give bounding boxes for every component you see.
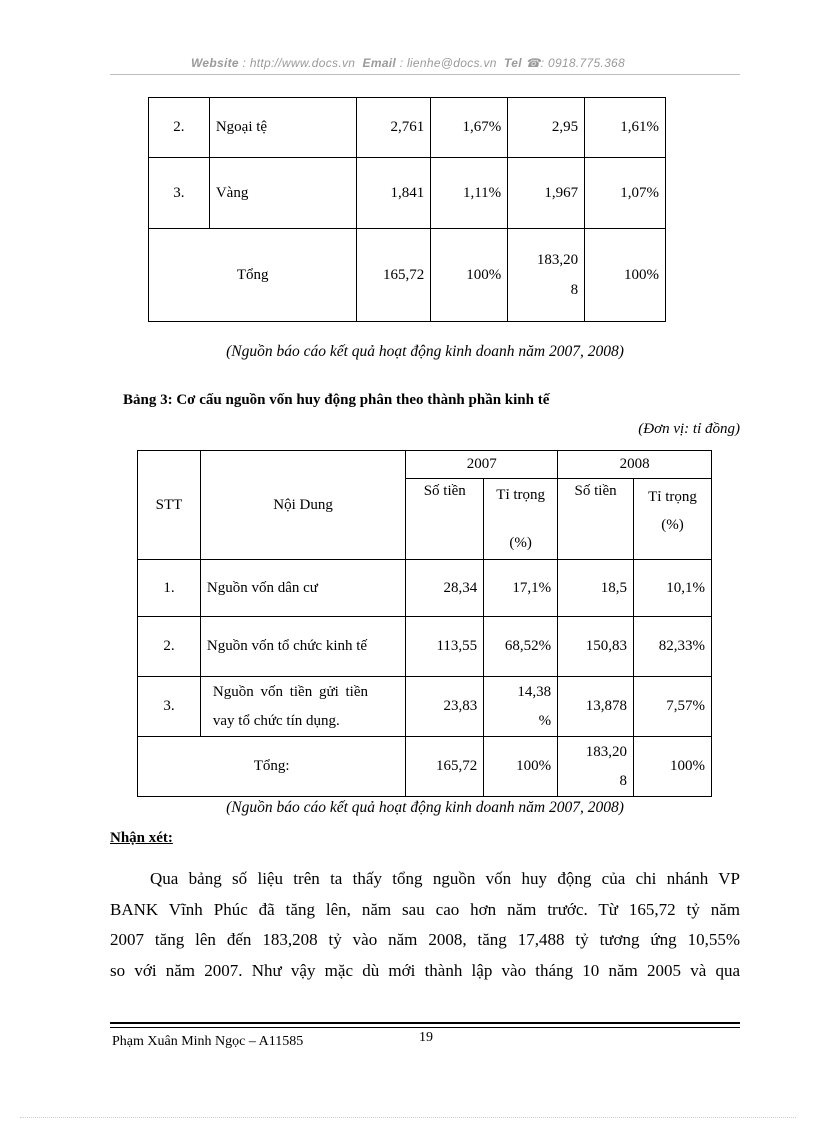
header-amount-2007: Số tiền bbox=[406, 479, 484, 560]
remark-title: Nhận xét: bbox=[110, 830, 173, 846]
cell-stt: 2. bbox=[149, 98, 210, 158]
paragraph-line-4: so với năm 2007. Như vậy mặc dù mới thành lập vào tháng 10 năm 2005 và qua bbox=[110, 960, 740, 980]
footer-rule-thin bbox=[110, 1027, 740, 1028]
content-line-1: Nguồn vốn tiền gửi tiền bbox=[212, 683, 369, 700]
cell-ratio-2008: 82,33% bbox=[634, 617, 712, 677]
cell-value-2007: 113,55 bbox=[406, 617, 484, 677]
cell-total-ratio-2008: 100% bbox=[634, 737, 712, 797]
cell-ratio-2007 bbox=[484, 677, 558, 737]
cell-value-2007: 2,761 bbox=[357, 98, 431, 158]
table-row bbox=[149, 158, 666, 229]
ratio-unit: (%) bbox=[509, 535, 532, 551]
cell-ratio-2008: 10,1% bbox=[634, 560, 712, 617]
cell-ratio-2008: 1,07% bbox=[585, 158, 666, 229]
cell-ratio-2007: 1,11% bbox=[431, 158, 508, 229]
footer-rule-thick bbox=[110, 1022, 740, 1024]
cell-total-ratio-2007: 100% bbox=[431, 229, 508, 322]
total-2008-part2: 8 bbox=[619, 772, 628, 789]
paragraph-line-3: 2007 tăng lên đến 183,208 tỷ vào năm 2008, tăng 17,488 tỷ tương ứng 10,55% bbox=[110, 930, 740, 949]
cell-total-label: Tổng: bbox=[138, 737, 406, 797]
paragraph-line-1: Qua bảng số liệu trên ta thấy tổng nguồn vốn huy động của chi nhánh VP bbox=[150, 869, 740, 888]
phone-icon: ☎ bbox=[525, 56, 541, 70]
cell-content: Vàng bbox=[209, 158, 357, 229]
website-value: : http://www.docs.vn bbox=[242, 56, 356, 70]
header-stt: STT bbox=[138, 451, 201, 560]
cell-value-2008: 18,5 bbox=[558, 560, 634, 617]
page-number: 19 bbox=[419, 1030, 433, 1045]
cell-stt: 2. bbox=[138, 617, 201, 677]
cell-value-2007: 1,841 bbox=[357, 158, 431, 229]
cell-total-2007: 165,72 bbox=[357, 229, 431, 322]
total-2008-part1: 183,20 bbox=[536, 252, 579, 268]
cell-total-label: Tổng bbox=[149, 229, 357, 322]
cell-content: Nguồn vốn tổ chức kinh tế bbox=[200, 617, 405, 677]
cell-ratio-2008: 7,57% bbox=[634, 677, 712, 737]
cell-total-ratio-2007: 100% bbox=[484, 737, 558, 797]
cell-stt: 3. bbox=[138, 677, 201, 737]
cell-stt: 1. bbox=[138, 560, 201, 617]
table-row bbox=[138, 617, 712, 677]
cell-ratio-2007: 17,1% bbox=[484, 560, 558, 617]
cell-content bbox=[200, 677, 405, 737]
page-edge bbox=[20, 1117, 796, 1118]
header-ratio-2008 bbox=[634, 479, 712, 560]
ratio-part2: % bbox=[538, 712, 552, 729]
header-rule bbox=[110, 74, 740, 75]
cell-total-ratio-2008: 100% bbox=[585, 229, 666, 322]
cell-value-2008: 13,878 bbox=[558, 677, 634, 737]
header-ratio-2007 bbox=[484, 479, 558, 560]
table-total-row bbox=[149, 229, 666, 322]
table-row bbox=[149, 98, 666, 158]
table-row bbox=[138, 560, 712, 617]
total-2008-part1: 183,20 bbox=[585, 743, 628, 760]
cell-total-2008 bbox=[558, 737, 634, 797]
cell-content: Nguồn vốn dân cư bbox=[200, 560, 405, 617]
cell-content: Ngoại tệ bbox=[209, 98, 357, 158]
cell-ratio-2008: 1,61% bbox=[585, 98, 666, 158]
cell-value-2007: 23,83 bbox=[406, 677, 484, 737]
website-label: Website bbox=[191, 56, 239, 70]
funding-currency-table bbox=[148, 97, 666, 322]
footer-author: Phạm Xuân Minh Ngọc – A11585 bbox=[112, 1034, 304, 1049]
ratio-part1: 14,38 bbox=[517, 683, 552, 700]
table-caption: Bảng 3: Cơ cấu nguồn vốn huy động phân theo thành phần kinh tế bbox=[123, 392, 550, 408]
header-amount-2008: Số tiền bbox=[558, 479, 634, 560]
email-value: : lienhe@docs.vn bbox=[399, 56, 497, 70]
ratio-label: Tỉ trọng bbox=[496, 487, 546, 503]
cell-total-2008 bbox=[508, 229, 585, 322]
cell-ratio-2007: 68,52% bbox=[484, 617, 558, 677]
cell-value-2008: 150,83 bbox=[558, 617, 634, 677]
header-content: Nội Dung bbox=[200, 451, 405, 560]
remark-paragraph bbox=[110, 864, 740, 986]
cell-stt: 3. bbox=[149, 158, 210, 229]
unit-note: (Đơn vị: tỉ đồng) bbox=[638, 421, 740, 437]
cell-value-2007: 28,34 bbox=[406, 560, 484, 617]
table-total-row bbox=[138, 737, 712, 797]
header-year-2008: 2008 bbox=[558, 451, 712, 479]
table-row bbox=[138, 677, 712, 737]
content-line-2: vay tổ chức tín dụng. bbox=[212, 712, 340, 729]
cell-value-2008: 1,967 bbox=[508, 158, 585, 229]
total-2008-part2: 8 bbox=[570, 282, 579, 298]
source-note-1: (Nguồn báo cáo kết quả hoạt động kinh doanh năm 2007, 2008) bbox=[226, 343, 624, 360]
cell-ratio-2007: 1,67% bbox=[431, 98, 508, 158]
economic-sector-table bbox=[137, 450, 712, 797]
ratio-unit: (%) bbox=[661, 517, 684, 533]
tel-label: Tel bbox=[504, 56, 522, 70]
page-header bbox=[0, 56, 816, 70]
cell-value-2008: 2,95 bbox=[508, 98, 585, 158]
email-label: Email bbox=[362, 56, 397, 70]
ratio-label: Tỉ trọng bbox=[648, 489, 697, 505]
table-header-row bbox=[138, 451, 712, 479]
tel-value: : 0918.775.368 bbox=[540, 56, 625, 70]
header-year-2007: 2007 bbox=[406, 451, 558, 479]
source-note-2: (Nguồn báo cáo kết quả hoạt động kinh doanh năm 2007, 2008) bbox=[226, 799, 624, 816]
paragraph-line-2: BANK Vĩnh Phúc đã tăng lên, năm sau cao hơn năm trước. Từ 165,72 tỷ năm bbox=[110, 899, 740, 919]
cell-total-2007: 165,72 bbox=[406, 737, 484, 797]
